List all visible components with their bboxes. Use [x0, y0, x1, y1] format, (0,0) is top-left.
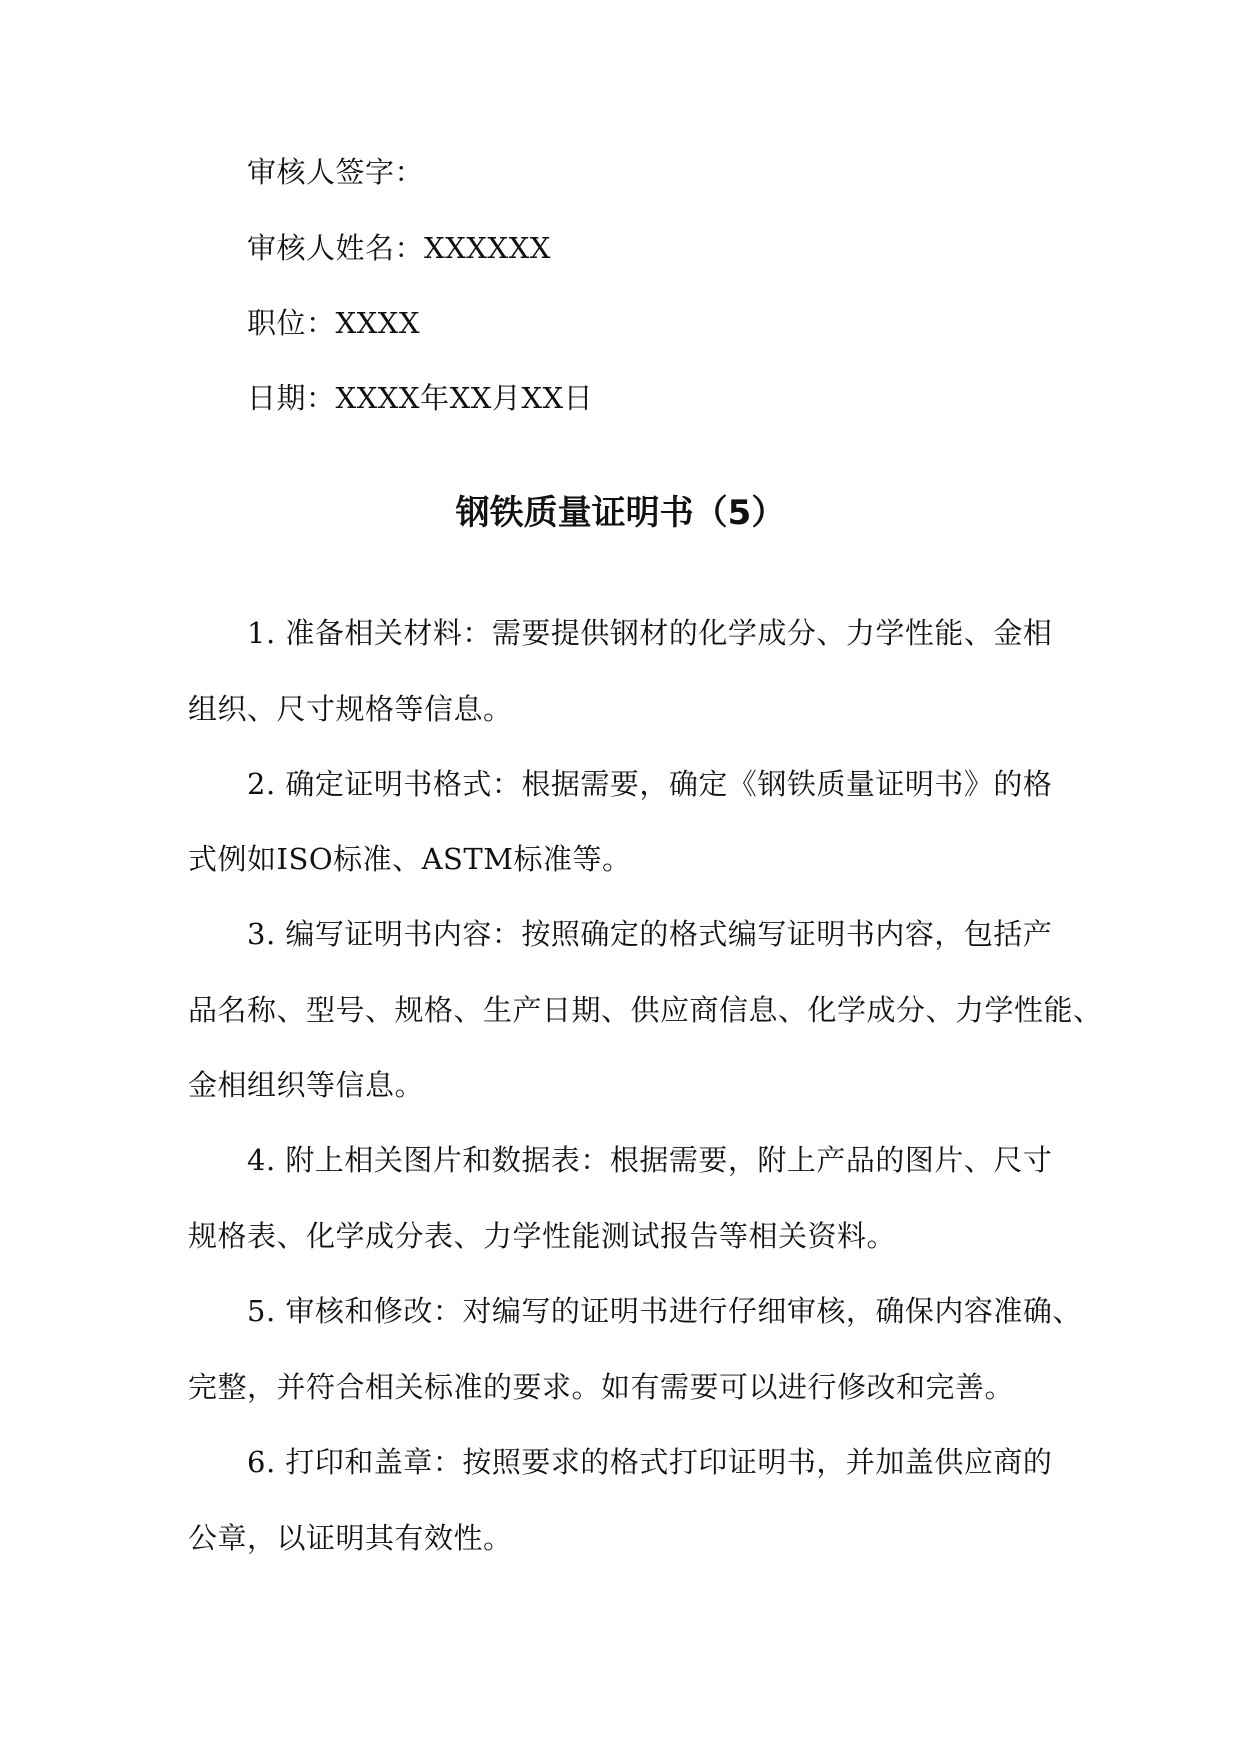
step-1-line-2: 组织、尺寸规格等信息。	[188, 692, 513, 726]
step-4-line-1: 4. 附上相关图片和数据表：根据需要，附上产品的图片、尺寸	[247, 1143, 1053, 1177]
step-4-line-2: 规格表、化学成分表、力学性能测试报告等相关资料。	[188, 1219, 897, 1253]
step-5-line-1: 5. 审核和修改：对编写的证明书进行仔细审核，确保内容准确、	[247, 1294, 1082, 1328]
signer-name-line: 审核人姓名：XXXXXX	[247, 231, 551, 265]
step-3-line-3: 金相组织等信息。	[188, 1068, 425, 1102]
step-3-line-1: 3. 编写证明书内容：按照确定的格式编写证明书内容，包括产	[247, 917, 1053, 951]
document-title: 钢铁质量证明书（5）	[455, 493, 786, 533]
step-5-line-2: 完整，并符合相关标准的要求。如有需要可以进行修改和完善。	[188, 1370, 1015, 1404]
signer-position-line: 职位：XXXX	[247, 306, 421, 340]
signer-date-line: 日期：XXXX年XX月XX日	[247, 381, 594, 415]
step-2-line-1: 2. 确定证明书格式：根据需要，确定《钢铁质量证明书》的格	[247, 767, 1053, 801]
step-6-line-2: 公章，以证明其有效性。	[188, 1521, 513, 1555]
step-1-line-1: 1. 准备相关材料：需要提供钢材的化学成分、力学性能、金相	[247, 616, 1053, 650]
step-6-line-1: 6. 打印和盖章：按照要求的格式打印证明书，并加盖供应商的	[247, 1445, 1053, 1479]
step-2-line-2: 式例如ISO标准、ASTM标准等。	[188, 842, 632, 876]
signer-signature-label: 审核人签字：	[247, 155, 425, 189]
step-3-line-2: 品名称、型号、规格、生产日期、供应商信息、化学成分、力学性能、	[188, 993, 1103, 1027]
